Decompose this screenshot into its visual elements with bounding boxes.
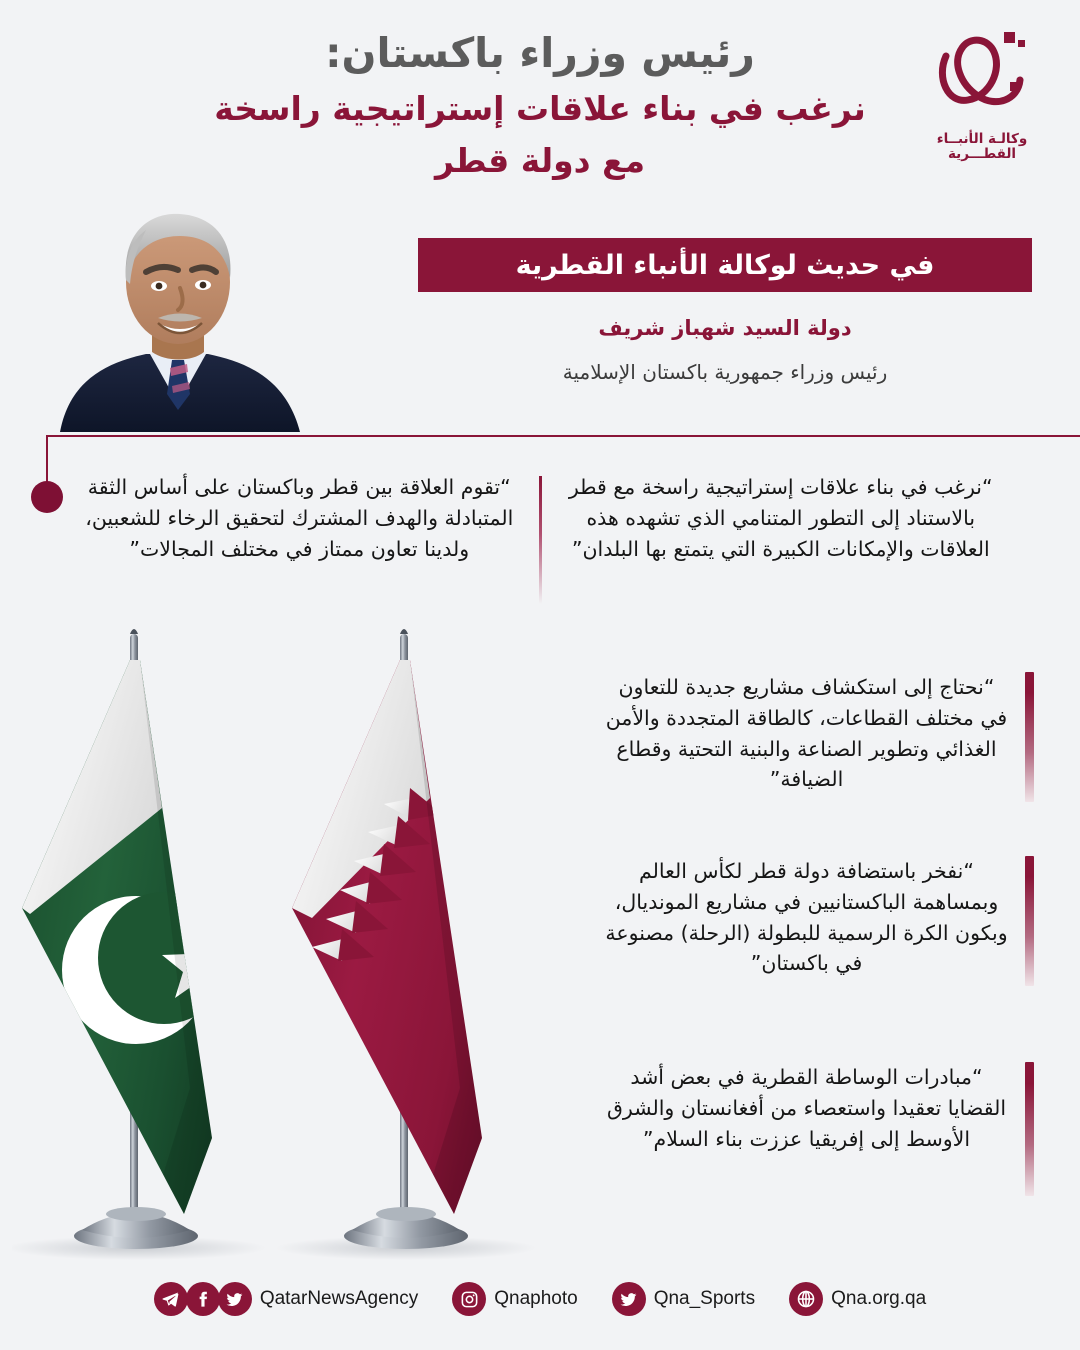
quote-cell-left: [60, 472, 539, 604]
quote-strategic-relations: “نرغب في بناء علاقات إستراتيجية راسخة مع قطر بالاستناد إلى التطور المتنامي الذي تشهده هذه العلاقات والإمكانات الكبيرة التي يتمتع بها البلدان”: [568, 475, 993, 562]
side-quote-text: “مبادرات الوساطة القطرية في بعض أشد القضايا تعقيدا واستعصاء من أفغانستان والشرق الأوسط إلى إفريقيا عززت بناء السلام”: [606, 1065, 1007, 1151]
globe-icon[interactable]: [789, 1282, 823, 1316]
facebook-icon[interactable]: [186, 1282, 220, 1316]
avatar: [0, 196, 348, 432]
side-quote-new-projects: [604, 672, 1034, 802]
qna-infinity-logo-icon: [926, 26, 1038, 130]
side-quote-text: “نفخر باستضافة دولة قطر لكأس العالم وبمساهمة الباكستانيين في مشاريع المونديال، وبكون الكرة الرسمية للبطولة (الرحلة) مصنوعة في باكستان”: [605, 859, 1008, 976]
speaker-name: دولة السيد شهباز شريف: [598, 316, 852, 340]
social-group-sports[interactable]: [612, 1282, 755, 1316]
logo-word-line1: وكالـة الأنبــاء: [936, 131, 1028, 147]
twitter-icon[interactable]: [218, 1282, 252, 1316]
flags-illustration: [12, 618, 592, 1278]
banner-label: في حديث لوكالة الأنباء القطرية: [515, 249, 935, 281]
side-quote-mediation: [604, 1062, 1034, 1196]
logo-wordmark: [937, 132, 1027, 162]
pakistan-flag-icon: [12, 618, 272, 1249]
qatar-flag-icon: [282, 618, 542, 1249]
page-title: [190, 28, 890, 184]
accent-bar: [1025, 1062, 1034, 1196]
telegram-icon[interactable]: [154, 1282, 188, 1316]
flags-svg: [12, 618, 592, 1278]
title-line-2a: نرغب في بناء علاقات إستراتيجية راسخة: [214, 88, 866, 128]
accent-bar: [1025, 856, 1034, 986]
logo-square-small: [1018, 40, 1025, 47]
top-quote-row: [60, 472, 1020, 604]
title-line-1: رئيس وزراء باكستان:: [325, 29, 755, 77]
speaker-role: رئيس وزراء جمهورية باكستان الإسلامية: [562, 360, 888, 384]
logo-word-line2: القطـــرية: [947, 146, 1017, 163]
accent-bar: [1025, 672, 1034, 802]
social-group-main[interactable]: [154, 1282, 418, 1316]
logo-square-large: [1004, 32, 1015, 43]
status-badge: [418, 238, 1032, 292]
qna-logo: [912, 26, 1052, 194]
social-group-instagram[interactable]: [452, 1282, 577, 1316]
side-quote-text: “نحتاج إلى استكشاف مشاريع جديدة للتعاون في مختلف القطاعات، كالطاقة المتجددة والأمن الغذائي وتطوير الصناعة والبنية التحتية وقطاع الضيافة”: [605, 675, 1008, 792]
social-group-website[interactable]: [789, 1282, 926, 1316]
twitter-icon[interactable]: [612, 1282, 646, 1316]
social-label-qnasports: Qna_Sports: [653, 1288, 756, 1309]
shehbaz-sharif-portrait-icon: [0, 196, 348, 432]
connector-dot: [31, 481, 63, 513]
social-footer: [0, 1282, 1080, 1316]
quote-relations-trust: “تقوم العلاقة بين قطر وباكستان على أساس الثقة المتبادلة والهدف المشترك لتحقيق الرخاء للشعبين، ولدينا تعاون ممتاز في مختلف المجالات”: [85, 475, 514, 562]
logo-square-mid: [1010, 82, 1019, 91]
quote-divider: [539, 476, 542, 604]
social-label-website: Qna.org.qa: [831, 1288, 927, 1309]
social-label-qnaphoto: Qnaphoto: [494, 1288, 578, 1309]
quote-cell-right: [542, 472, 1021, 604]
social-label-qatarnewsagency: QatarNewsAgency: [259, 1288, 419, 1309]
instagram-icon[interactable]: [452, 1282, 486, 1316]
title-line-2b: مع دولة قطر: [434, 141, 646, 181]
connector-vertical-line: [46, 435, 48, 487]
side-quote-world-cup: [604, 856, 1034, 986]
connector-horizontal-line: [46, 435, 1080, 437]
